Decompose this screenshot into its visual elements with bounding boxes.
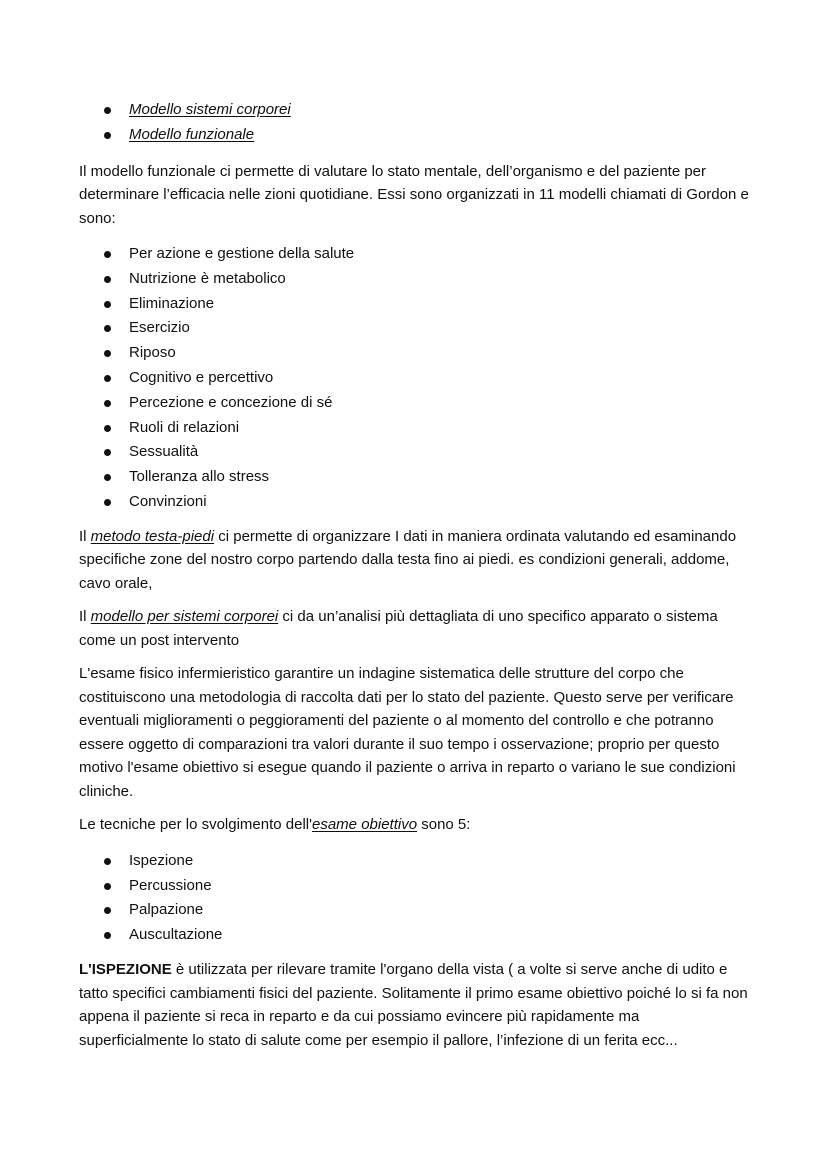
paragraph-esame-fisico: L'esame fisico infermieristico garantire un indagine sistematica delle strutture del corpo che costituiscono una metodologia di raccolta dati per lo stato del paziente. Questo serve per verificare eventuali miglioramenti o peggioramenti del paziente o al momento del controllo e che potranno essere oggetto di comparazioni tra valori durante il suo tempo i osservazione; proprio per questo motivo l'esame obiettivo si esegue quando il paziente o arriva in reparto o variano le sue condizioni cliniche. (79, 665, 736, 800)
term-esame-obiettivo: esame obiettivo (312, 816, 418, 834)
bullet-icon (104, 325, 111, 332)
list-item (79, 366, 751, 391)
list-item-label: Percezione e concezione di sé (129, 393, 333, 411)
list-item-label: Auscultazione (129, 926, 223, 944)
list-item-label: Tolleranza allo stress (129, 468, 270, 486)
models-list (79, 98, 751, 148)
list-item (79, 849, 751, 874)
list-item (79, 465, 751, 490)
list-item-label: Percussione (129, 876, 212, 894)
bullet-icon (104, 474, 111, 481)
bullet-icon (104, 425, 111, 432)
list-item-label: Convinzioni (129, 493, 207, 511)
gordon-list (79, 242, 751, 515)
list-item (79, 440, 751, 465)
bullet-icon (104, 883, 111, 890)
list-item (79, 267, 751, 292)
bullet-icon (104, 350, 111, 357)
list-item-label: Palpazione (129, 901, 204, 919)
list-item-label: Ispezione (129, 851, 194, 869)
list-item (79, 123, 751, 148)
list-item (79, 898, 751, 923)
term-ispezione: L'ISPEZIONE (79, 961, 172, 979)
paragraph-metodo-testa-piedi: Il metodo testa-piedi ci permette di organizzare I dati in maniera ordinata valutando ed esaminando specifiche zone del nostro corpo partendo dalla testa fino ai piedi. es condizioni generali, addome, cavo orale, (79, 527, 737, 592)
bullet-icon (104, 301, 111, 308)
list-item (79, 923, 751, 948)
bullet-icon (104, 932, 111, 939)
list-item-label: Riposo (129, 344, 176, 362)
list-item (79, 292, 751, 317)
document-page (79, 98, 751, 1052)
paragraph-modello-funzionale: Il modello funzionale ci permette di valutare lo stato mentale, dell’organismo e del paziente per determinare l’efficacia nelle zioni quotidiane. Essi sono organizzati in 11 modelli chiamati di Gordon e sono: (79, 162, 749, 227)
list-item (79, 416, 751, 441)
list-item-label: Modello funzionale (129, 125, 255, 143)
bullet-icon (104, 375, 111, 382)
bullet-icon (104, 132, 111, 139)
paragraph-sistemi-corporei: Il modello per sistemi corporei ci da un’analisi più dettagliata di uno specifico apparato o sistema come un post intervento (79, 608, 718, 649)
list-item (79, 316, 751, 341)
term-metodo-testa-piedi: metodo testa-piedi (90, 527, 215, 545)
paragraph-ispezione: L'ISPEZIONE è utilizzata per rilevare tramite l'organo della vista ( a volte si serve anche di udito e tatto specifici cambiamenti fisici del paziente. Solitamente il primo esame obiettivo poiché lo si fa non appena il paziente si reca in reparto e da cui possiamo evincere più rapidamente ma superficialmente lo stato di salute come per esempio il pallore, l’infezione di un ferita ecc... (79, 961, 748, 1049)
tecniche-list (79, 849, 751, 948)
list-item-label: Cognitivo e percettivo (129, 369, 274, 387)
list-item (79, 98, 751, 123)
paragraph-tecniche: Le tecniche per lo svolgimento dell'esame obiettivo sono 5: (79, 816, 471, 834)
list-item (79, 341, 751, 366)
bullet-icon (104, 107, 111, 114)
list-item-label: Ruoli di relazioni (129, 418, 240, 436)
list-item-label: Eliminazione (129, 294, 215, 312)
term-modello-sistemi-corporei: modello per sistemi corporei (90, 608, 279, 626)
bullet-icon (104, 251, 111, 258)
list-item-label: Sessualità (129, 443, 199, 461)
list-item (79, 874, 751, 899)
bullet-icon (104, 276, 111, 283)
list-item (79, 490, 751, 515)
bullet-icon (104, 400, 111, 407)
bullet-icon (104, 907, 111, 914)
list-item-label: Nutrizione è metabolico (129, 269, 286, 287)
list-item (79, 391, 751, 416)
bullet-icon (104, 499, 111, 506)
bullet-icon (104, 858, 111, 865)
list-item-label: Modello sistemi corporei (129, 101, 291, 118)
list-item-label: Per azione e gestione della salute (129, 245, 355, 263)
bullet-icon (104, 449, 111, 456)
list-item-label: Esercizio (129, 319, 190, 337)
list-item (79, 242, 751, 267)
